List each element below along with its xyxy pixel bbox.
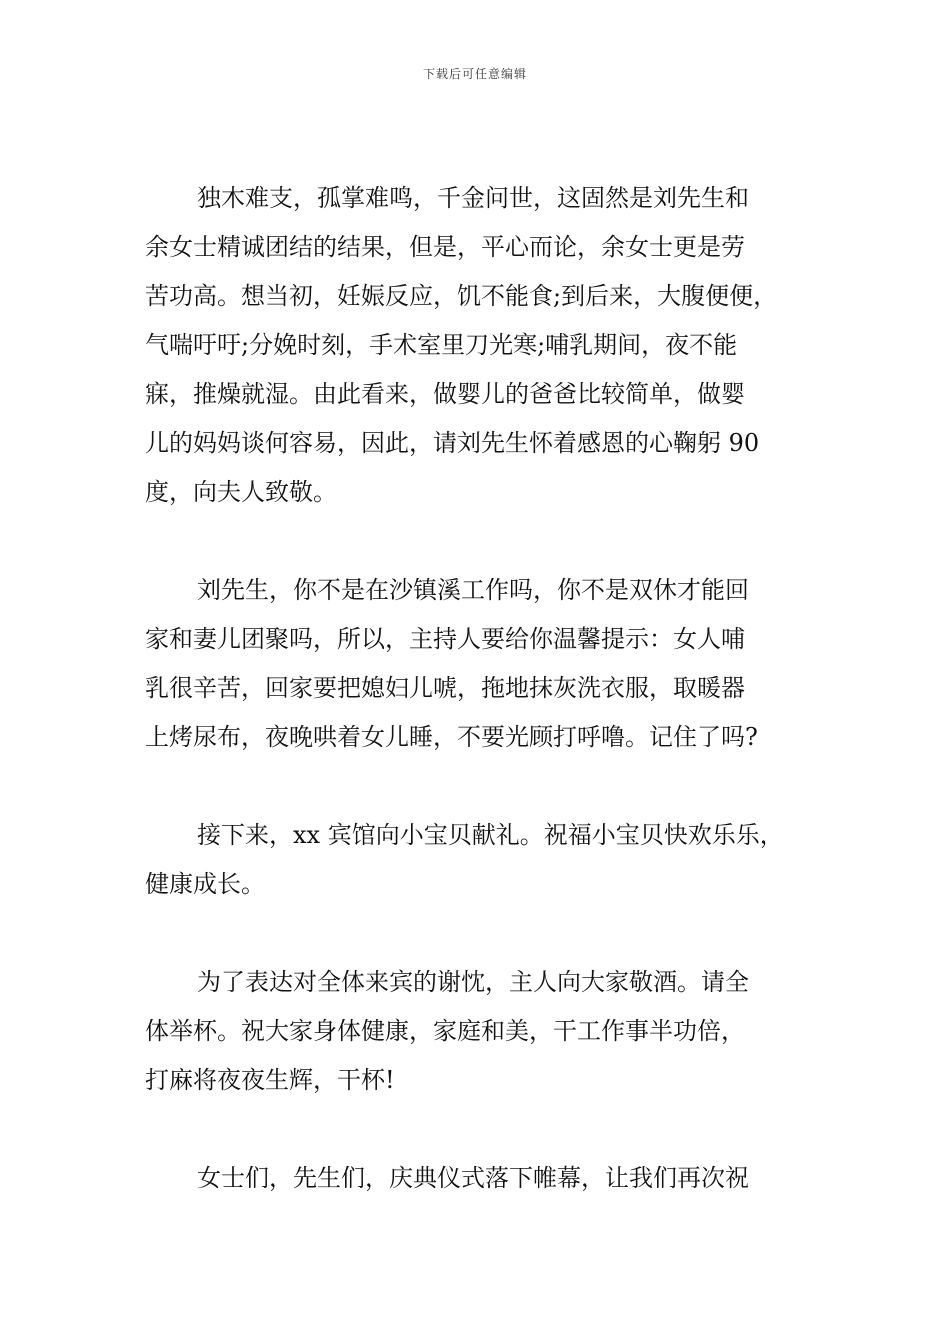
text-line: 上烤尿布，夜晚哄着女儿睡，不要光顾打呼噜。记住了吗? <box>145 723 758 751</box>
text-line: 苦功高。想当初，妊娠反应，饥不能食;到后来，大腹便便， <box>145 282 778 310</box>
text-line: 打麻将夜夜生辉，干杯! <box>145 1066 395 1094</box>
text-line: 余女士精诚团结的结果，但是，平心而论，余女士更是劳 <box>145 233 745 261</box>
text-line: 儿的妈妈谈何容易，因此，请刘先生怀着感恩的心鞠躬 90 <box>145 429 760 457</box>
text-line: 刘先生，你不是在沙镇溪工作吗，你不是双休才能回 <box>197 576 749 604</box>
paragraph-3 <box>145 811 815 909</box>
text-line: 独木难支，孤掌难鸣，千金问世，这固然是刘先生和 <box>197 184 749 212</box>
text-line: 为了表达对全体来宾的谢忱，主人向大家敬酒。请全 <box>197 968 749 996</box>
text-line: 体举杯。祝大家身体健康，家庭和美，干工作事半功倍， <box>145 1017 745 1045</box>
paragraph-4 <box>145 958 815 1105</box>
text-line: 寐，推燥就湿。由此看来，做婴儿的爸爸比较简单，做婴 <box>145 380 745 408</box>
text-line: 接下来，xx 宾馆向小宝贝献礼。祝福小宝贝快欢乐乐， <box>197 821 784 849</box>
page-header-note: 下载后可任意编辑 <box>422 67 527 81</box>
paragraph-1 <box>145 174 815 517</box>
text-line: 家和妻儿团聚吗，所以，主持人要给你温馨提示：女人哺 <box>145 625 745 653</box>
text-line: 女士们，先生们，庆典仪式落下帷幕，让我们再次祝 <box>197 1164 749 1192</box>
paragraph-2 <box>145 566 815 762</box>
paragraph-5 <box>145 1154 815 1203</box>
document-body <box>145 174 815 1203</box>
text-line: 健康成长。 <box>145 870 265 898</box>
text-line: 气喘吁吁;分娩时刻，手术室里刀光寒;哺乳期间，夜不能 <box>145 331 738 359</box>
text-line: 度，向夫人致敬。 <box>145 478 337 506</box>
text-line: 乳很辛苦，回家要把媳妇儿唬，拖地抹灰洗衣服，取暖器 <box>145 674 745 702</box>
